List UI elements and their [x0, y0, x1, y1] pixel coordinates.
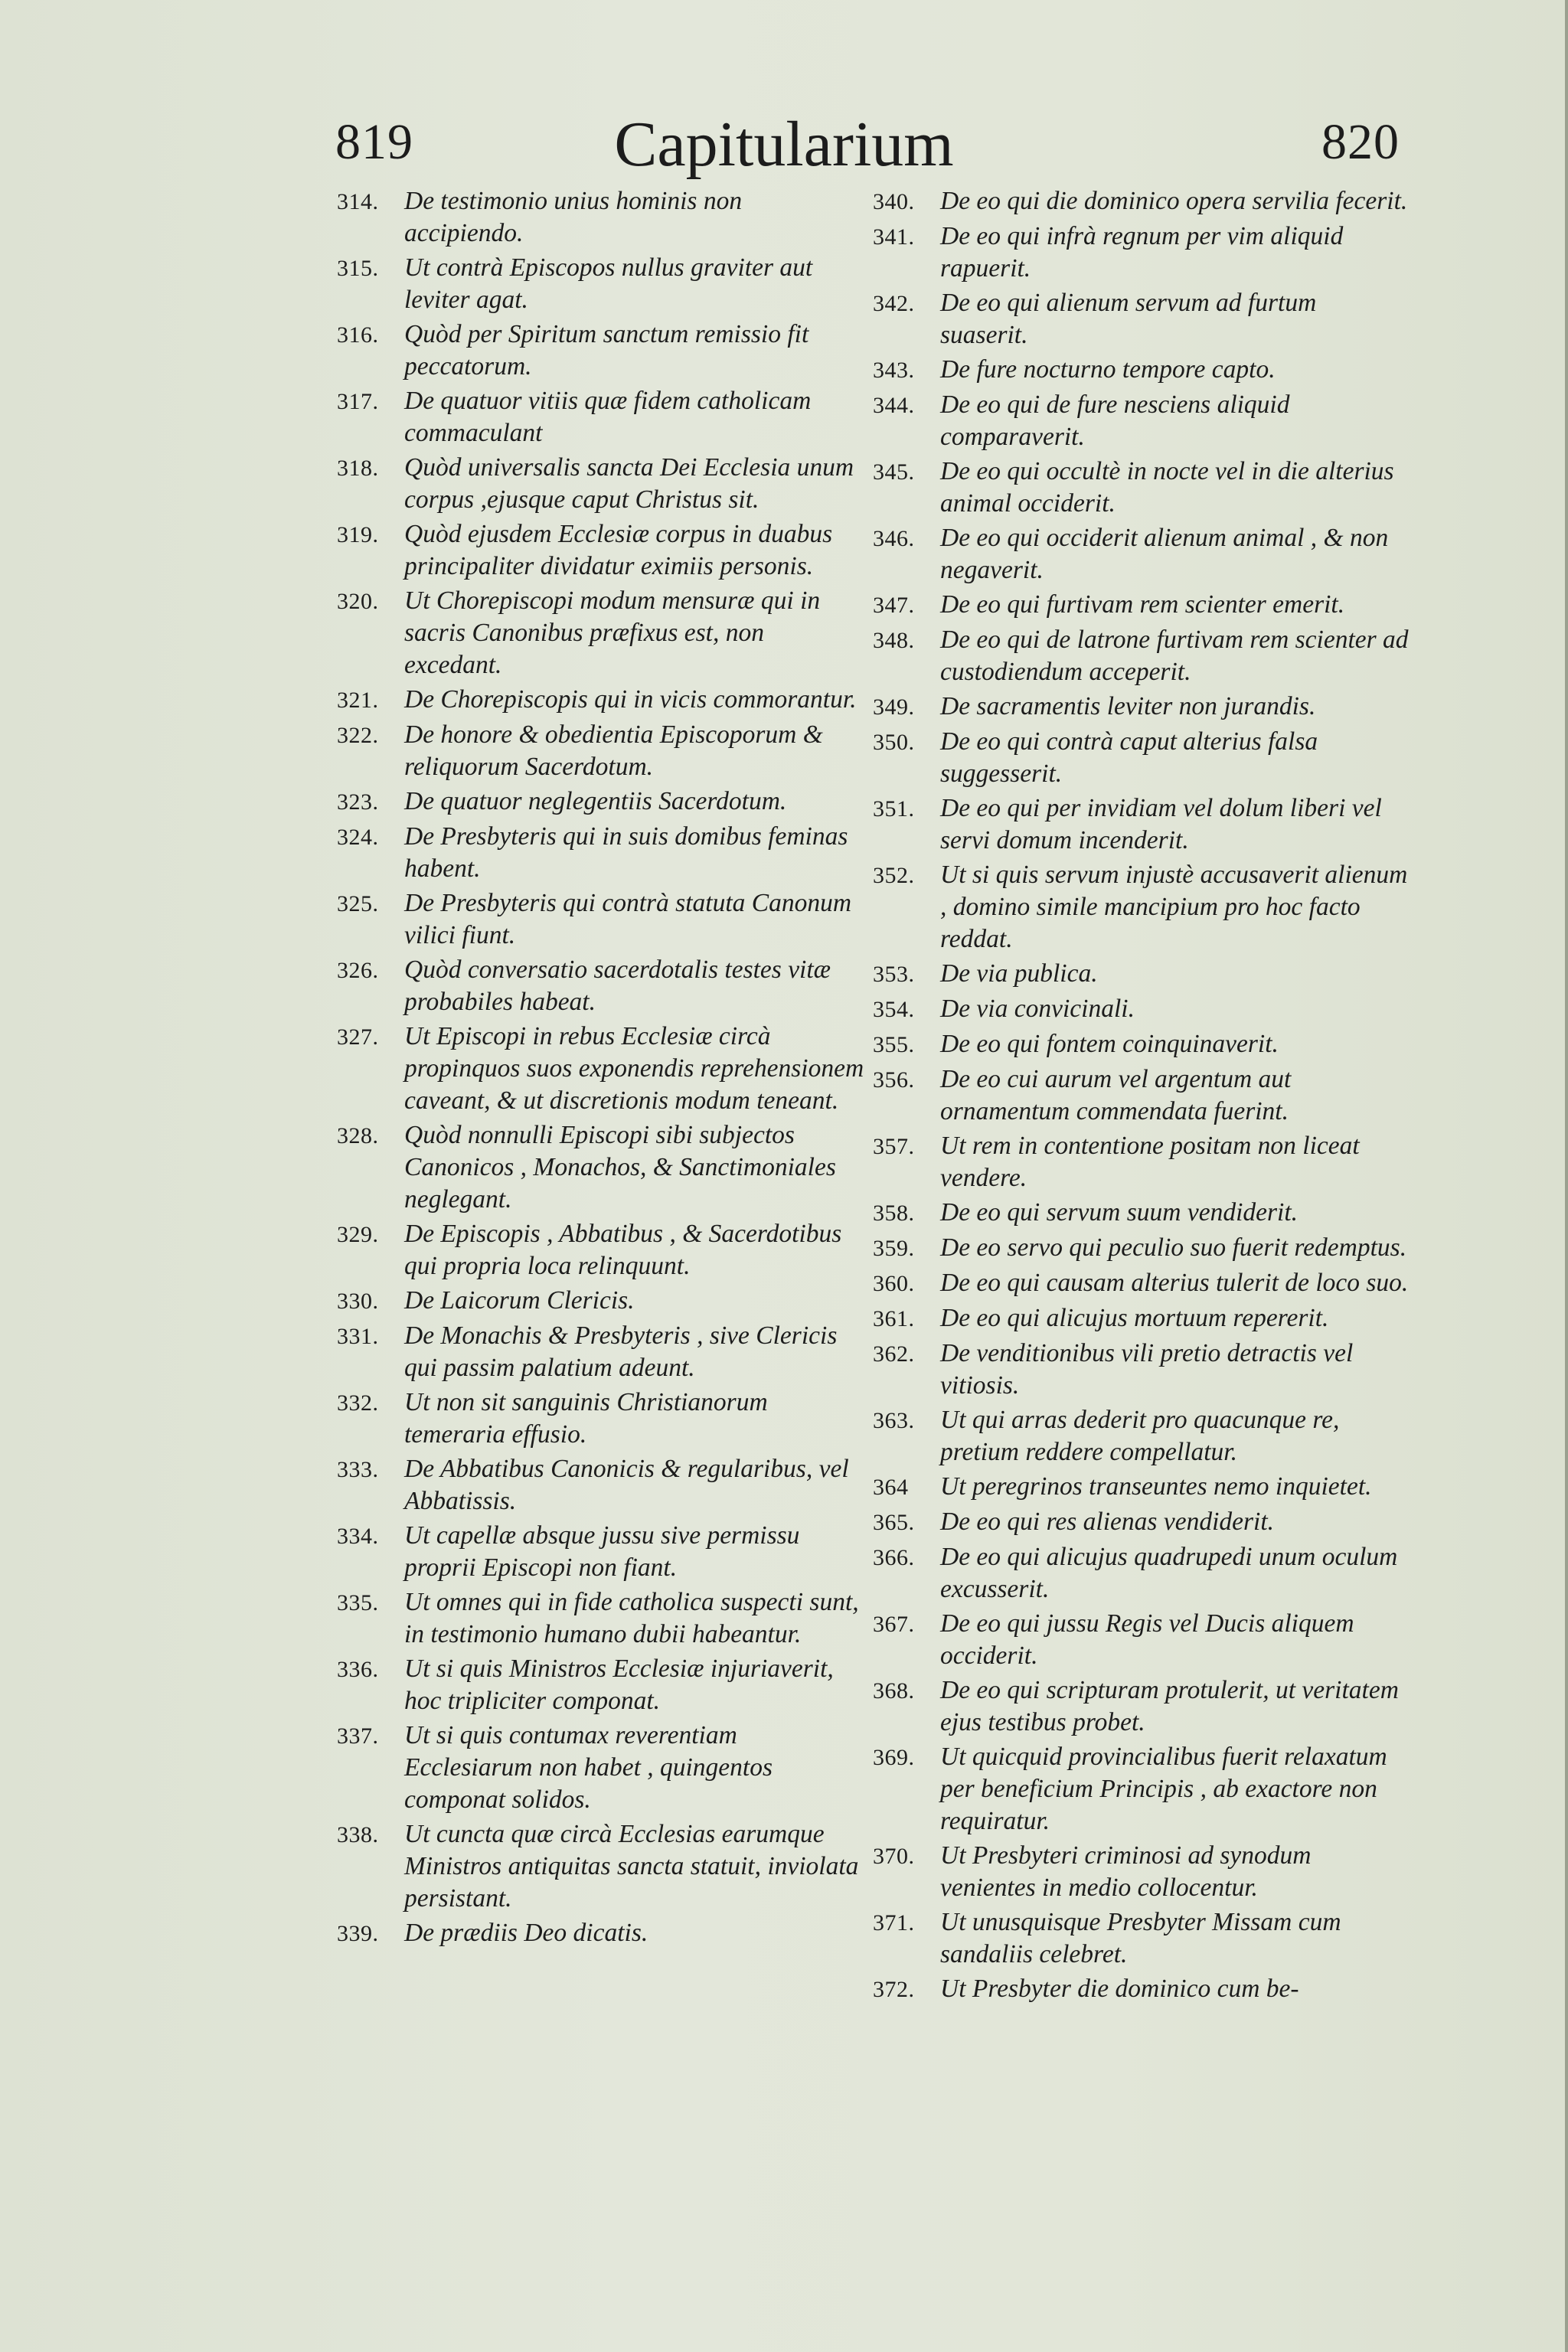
chapter-title: De quatuor vitiis quæ fidem catholicam commaculant	[404, 387, 812, 447]
chapter-number: 347.	[873, 593, 915, 618]
page-header	[0, 107, 1568, 191]
chapter-title: De eo qui alicujus mortuum repererit.	[940, 1304, 1329, 1332]
chapter-title: De via publica.	[940, 959, 1098, 988]
chapter-number: 323.	[337, 789, 379, 815]
chapter-title: Ut rem in contentione positam non liceat vendere.	[940, 1132, 1360, 1192]
chapter-entry	[337, 1586, 865, 1651]
chapter-number: 340.	[873, 189, 915, 214]
chapter-entry	[337, 887, 865, 952]
chapter-title: Ut Chorepiscopi modum mensuræ qui in sacris Canonibus præfixus est, non excedant.	[404, 586, 821, 679]
chapter-title: De eo qui de fure nesciens aliquid comparaverit.	[940, 390, 1290, 451]
chapter-title: Quòd ejusdem Ecclesiæ corpus in duabus principaliter dividatur eximiis personis.	[404, 520, 833, 580]
chapter-entry	[873, 726, 1409, 790]
chapter-entry	[873, 220, 1409, 285]
chapter-number: 328.	[337, 1123, 379, 1148]
chapter-number: 366.	[873, 1545, 915, 1570]
chapter-number: 327.	[337, 1024, 379, 1050]
chapter-entry	[873, 354, 1409, 387]
chapter-entry	[873, 1197, 1409, 1230]
chapter-title: De eo qui infrà regnum per vim aliquid rapuerit.	[940, 222, 1344, 283]
chapter-entry	[873, 1404, 1409, 1468]
chapter-title: De eo qui de latrone furtivam rem scienter ad custodiendum acceperit.	[940, 626, 1409, 686]
chapter-entry	[337, 954, 865, 1018]
chapter-number: 353.	[873, 962, 915, 987]
chapter-title: De eo qui contrà caput alterius falsa suggesserit.	[940, 727, 1318, 788]
chapter-number: 345.	[873, 459, 915, 485]
chapter-title: Ut qui arras dederit pro quacunque re, pretium reddere compellatur.	[940, 1406, 1340, 1466]
chapter-title: De eo qui die dominico opera servilia fecerit.	[940, 187, 1408, 215]
chapter-number: 350.	[873, 730, 915, 755]
chapter-number: 371.	[873, 1910, 915, 1936]
right-column	[873, 185, 1409, 2008]
chapter-title: Ut peregrinos transeuntes nemo inquietet.	[940, 1472, 1372, 1501]
chapter-title: De eo qui furtivam rem scienter emerit.	[940, 590, 1345, 619]
chapter-number: 368.	[873, 1678, 915, 1704]
chapter-number: 318.	[337, 456, 379, 481]
chapter-title: De eo cui aurum vel argentum aut ornamentum commendata fuerint.	[940, 1065, 1292, 1125]
chapter-number: 344.	[873, 393, 915, 418]
chapter-entry	[337, 185, 865, 250]
chapter-entry	[873, 1338, 1409, 1402]
chapter-title: De eo qui scripturam protulerit, ut veritatem ejus testibus probet.	[940, 1676, 1399, 1736]
chapter-title: De prædiis Deo dicatis.	[404, 1919, 648, 1947]
chapter-number: 322.	[337, 723, 379, 748]
chapter-entry	[873, 287, 1409, 351]
chapter-number: 351.	[873, 796, 915, 822]
chapter-number: 330.	[337, 1289, 379, 1314]
chapter-entry	[873, 624, 1409, 688]
chapter-entry	[337, 1320, 865, 1384]
chapter-entry	[873, 1674, 1409, 1739]
chapter-number: 319.	[337, 522, 379, 547]
chapter-title: Ut omnes qui in fide catholica suspecti sunt, in testimonio humano dubii habeantur.	[404, 1588, 859, 1648]
chapter-entry	[873, 522, 1409, 586]
chapter-entry	[873, 1267, 1409, 1300]
chapter-number: 334.	[337, 1524, 379, 1549]
chapter-number: 361.	[873, 1306, 915, 1331]
chapter-title: De Abbatibus Canonicis & regularibus, vel Abbatissis.	[404, 1455, 849, 1515]
chapter-number: 369.	[873, 1745, 915, 1770]
chapter-title: De eo qui res alienas vendiderit.	[940, 1508, 1275, 1536]
chapter-title: De Presbyteris qui contrà statuta Canonum vilici fiunt.	[404, 889, 852, 949]
chapter-entry	[873, 859, 1409, 956]
chapter-title: De honore & obedientia Episcoporum & reliquorum Sacerdotum.	[404, 720, 823, 781]
chapter-number: 315.	[337, 256, 379, 281]
chapter-entry	[873, 993, 1409, 1026]
chapter-number: 317.	[337, 389, 379, 414]
chapter-title: De Chorepiscopis qui in vicis commorantur.	[404, 685, 857, 714]
chapter-title: De eo qui servum suum vendiderit.	[940, 1198, 1298, 1227]
chapter-entry	[873, 456, 1409, 520]
chapter-title: Ut Presbyter die dominico cum be-	[940, 1975, 1299, 2003]
chapter-number: 359.	[873, 1236, 915, 1261]
chapter-number: 354.	[873, 997, 915, 1022]
chapter-number: 326.	[337, 958, 379, 983]
chapter-number: 338.	[337, 1822, 379, 1847]
chapter-title: Ut unusquisque Presbyter Missam cum sandaliis celebret.	[940, 1908, 1341, 1968]
chapter-entry	[873, 1028, 1409, 1061]
chapter-number: 342.	[873, 291, 915, 316]
chapter-number: 325.	[337, 891, 379, 916]
chapter-title: De Presbyteris qui in suis domibus feminas habent.	[404, 822, 848, 883]
chapter-entry	[873, 1541, 1409, 1606]
chapter-title: Ut capellæ absque jussu sive permissu proprii Episcopi non fiant.	[404, 1521, 800, 1582]
chapter-title: Ut si quis servum injustè accusaverit alienum , domino simile mancipium pro hoc facto reddat.	[940, 861, 1408, 953]
chapter-title: De via convicinali.	[940, 995, 1135, 1023]
chapter-entry	[337, 1917, 865, 1950]
chapter-entry	[337, 1453, 865, 1517]
chapter-entry	[873, 1741, 1409, 1838]
chapter-entry	[873, 389, 1409, 453]
left-page-number: 819	[335, 114, 413, 170]
chapter-entry	[337, 1520, 865, 1584]
chapter-number: 316.	[337, 322, 379, 348]
chapter-number: 349.	[873, 694, 915, 720]
chapter-entry	[337, 1285, 865, 1318]
chapter-number: 346.	[873, 526, 915, 551]
chapter-title: De eo qui alienum servum ad furtum suaserit.	[940, 289, 1317, 349]
chapter-number: 314.	[337, 189, 379, 214]
chapter-entry	[337, 318, 865, 383]
chapter-title: Ut Episcopi in rebus Ecclesiæ circà propinquos suos exponendis reprehensionem caveant, & ut discretionis modum teneant.	[404, 1022, 864, 1115]
chapter-entry	[337, 252, 865, 316]
chapter-number: 331.	[337, 1324, 379, 1349]
chapter-number: 370.	[873, 1844, 915, 1869]
chapter-number: 362.	[873, 1341, 915, 1367]
chapter-title: Ut cuncta quæ circà Ecclesias earumque Ministros antiquitas sancta statuit, inviolata persistant.	[404, 1820, 859, 1913]
chapter-number: 341.	[873, 224, 915, 250]
chapter-title: Ut si quis contumax reverentiam Ecclesiarum non habet , quingentos componat solidos.	[404, 1721, 773, 1814]
chapter-entry	[873, 1506, 1409, 1539]
chapter-title: De eo qui jussu Regis vel Ducis aliquem occiderit.	[940, 1609, 1354, 1670]
chapter-title: De sacramentis leviter non jurandis.	[940, 692, 1316, 720]
chapter-entry	[337, 1653, 865, 1717]
chapter-number: 365.	[873, 1510, 915, 1535]
chapter-title: Ut non sit sanguinis Christianorum temeraria effusio.	[404, 1388, 768, 1449]
chapter-number: 367.	[873, 1612, 915, 1637]
chapter-number: 343.	[873, 358, 915, 383]
chapter-number: 335.	[337, 1590, 379, 1615]
chapter-title: De eo servo qui peculio suo fuerit redemptus.	[940, 1233, 1407, 1262]
chapter-title: De Monachis & Presbyteris , sive Clericis qui passim palatium adeunt.	[404, 1321, 838, 1382]
chapter-entry	[337, 1387, 865, 1451]
chapter-entry	[873, 1471, 1409, 1504]
chapter-number: 337.	[337, 1723, 379, 1749]
chapter-entry	[873, 1840, 1409, 1904]
chapter-number: 355.	[873, 1032, 915, 1057]
chapter-number: 329.	[337, 1222, 379, 1247]
chapter-entry	[337, 385, 865, 449]
chapter-entry	[873, 1130, 1409, 1194]
chapter-number: 324.	[337, 825, 379, 850]
chapter-entry	[873, 958, 1409, 991]
chapter-number: 332.	[337, 1390, 379, 1416]
chapter-title: De eo qui occultè in nocte vel in die alterius animal occiderit.	[940, 457, 1394, 518]
chapter-entry	[337, 684, 865, 717]
chapter-number: 372.	[873, 1977, 915, 2002]
chapter-number: 321.	[337, 688, 379, 713]
chapter-title: Ut Presbyteri criminosi ad synodum venientes in medio collocentur.	[940, 1841, 1312, 1902]
chapter-entry	[873, 1232, 1409, 1265]
chapter-number: 360.	[873, 1271, 915, 1296]
chapter-entry	[337, 1818, 865, 1915]
chapter-entry	[337, 1119, 865, 1216]
chapter-entry	[873, 691, 1409, 724]
chapter-entry	[873, 185, 1409, 218]
right-page-number: 820	[1321, 114, 1400, 170]
chapter-entry	[873, 1608, 1409, 1672]
chapter-number: 356.	[873, 1067, 915, 1093]
running-title: Capitularium	[614, 109, 954, 180]
chapter-entry	[337, 452, 865, 516]
chapter-number: 363.	[873, 1408, 915, 1433]
chapter-title: De Episcopis , Abbatibus , & Sacerdotibus qui propria loca relinquunt.	[404, 1220, 842, 1280]
chapter-entry	[337, 1021, 865, 1117]
chapter-number: 358.	[873, 1200, 915, 1226]
chapter-title: Quòd per Spiritum sanctum remissio fit peccatorum.	[404, 320, 809, 381]
chapter-title: De eo qui occiderit alienum animal , & non negaverit.	[940, 524, 1389, 584]
chapter-entry	[337, 1720, 865, 1816]
chapter-entry	[337, 1218, 865, 1282]
chapter-title: Quòd conversatio sacerdotalis testes vitæ probabiles habeat.	[404, 956, 831, 1016]
chapter-number: 339.	[337, 1921, 379, 1946]
chapter-entry	[337, 585, 865, 681]
chapter-entry	[337, 518, 865, 583]
chapter-title: De fure nocturno tempore capto.	[940, 355, 1276, 384]
chapter-title: Ut si quis Ministros Ecclesiæ injuriaverit, hoc tripliciter componat.	[404, 1655, 834, 1715]
chapter-number: 352.	[873, 863, 915, 888]
chapter-number: 320.	[337, 589, 379, 614]
chapter-entry	[873, 589, 1409, 622]
chapter-title: Quòd universalis sancta Dei Ecclesia unum corpus ,ejusque caput Christus sit.	[404, 453, 854, 514]
chapter-title: De eo qui per invidiam vel dolum liberi vel servi domum incenderit.	[940, 794, 1382, 854]
chapter-number: 348.	[873, 628, 915, 653]
chapter-title: Ut quicquid provincialibus fuerit relaxatum per beneficium Principis , ab exactore non requiratur.	[940, 1743, 1387, 1835]
chapter-number: 357.	[873, 1134, 915, 1159]
chapter-entry	[873, 792, 1409, 857]
chapter-title: De testimonio unius hominis non accipiendo.	[404, 187, 743, 247]
chapter-title: De eo qui causam alterius tulerit de loco suo.	[940, 1269, 1409, 1297]
chapter-entry	[873, 1063, 1409, 1128]
chapter-entry	[873, 1302, 1409, 1335]
chapter-entry	[337, 821, 865, 885]
chapter-number: 364	[873, 1475, 909, 1500]
chapter-number: 336.	[337, 1657, 379, 1682]
left-column	[337, 185, 865, 1952]
chapter-title: De Laicorum Clericis.	[404, 1286, 635, 1315]
chapter-entry	[337, 719, 865, 783]
chapter-entry	[337, 786, 865, 818]
chapter-title: Quòd nonnulli Episcopi sibi subjectos Canonicos , Monachos, & Sanctimoniales neglegant.	[404, 1121, 836, 1214]
chapter-title: De eo qui alicujus quadrupedi unum oculum excusserit.	[940, 1543, 1398, 1603]
chapter-entry	[873, 1973, 1409, 2006]
chapter-number: 333.	[337, 1457, 379, 1482]
chapter-title: De eo qui fontem coinquinaverit.	[940, 1030, 1279, 1058]
page-edge	[1565, 0, 1568, 2352]
chapter-title: Ut contrà Episcopos nullus graviter aut leviter agat.	[404, 253, 813, 314]
chapter-title: De venditionibus vili pretio detractis vel vitiosis.	[940, 1339, 1354, 1400]
chapter-title: De quatuor neglegentiis Sacerdotum.	[404, 787, 787, 815]
chapter-entry	[873, 1906, 1409, 1971]
